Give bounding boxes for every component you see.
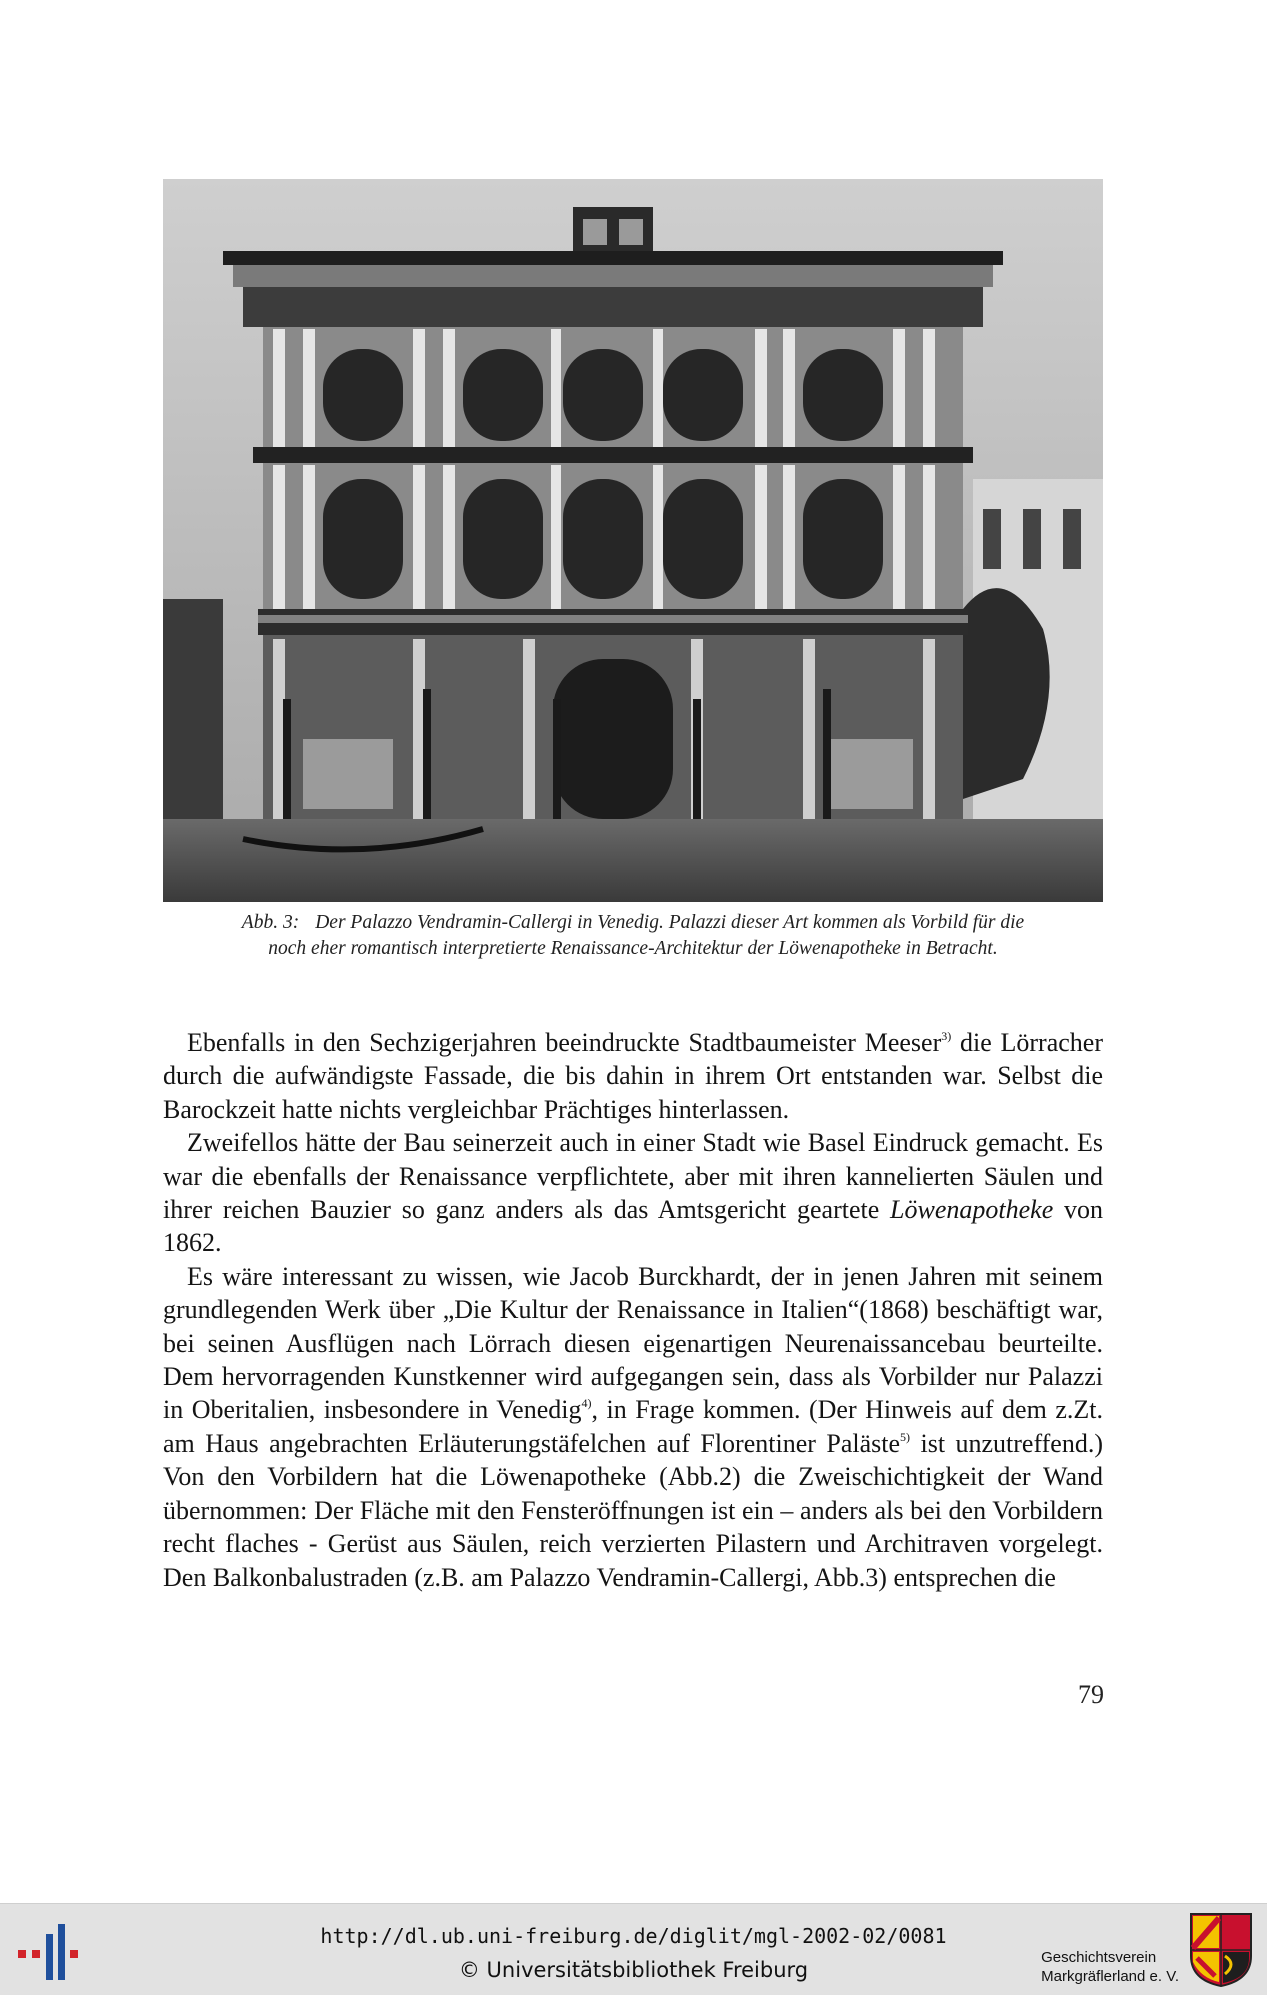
- footnote-ref-3: 3): [941, 1029, 952, 1043]
- palazzo-photo: [163, 179, 1103, 902]
- footnote-ref-4: 4): [581, 1396, 592, 1411]
- paragraph-1: Ebenfalls in den Sechzigerjahren beeindruckte Stadtbaumeister Meeser$^{3)}$ die Lörracher durch die aufwändigste Fassade, die bis dahin in ihrem Ort entstanden war. Selbst die Barockzeit hatte nichts vergleichbar Prächtiges hinterlassen.: [163, 1028, 1103, 1124]
- emphasis-loewenapotheke: Löwenapotheke: [890, 1195, 1054, 1225]
- figure-caption: [163, 910, 1103, 962]
- paragraph-3: Es wäre interessant zu wissen, wie Jacob Burckhardt, der in jenen Jahren mit seinem grundlegenden Werk über „Die Kultur der Renaissance in Italien“(1868) beschäftigt war, bei seinen Ausflügen nach Lörrach diesen eigenartigen Neurenaissancebau beurteilte. Dem hervorragenden Kunstkenner wird aufgegangen sein, dass als Vorbilder nur Palazzi in Oberitalien, insbesondere in Venedig$^{4)}$, in Frage kommen. (Der Hinweis auf dem z.Zt. am Haus angebrachten Erläuterungstäfelchen auf Florentiner Paläste$^{5)}$ ist unzutreffend.) Von den Vorbildern hat die Löwenapotheke (Abb.2) die Zweischichtigkeit der Wand übernommen: Der Fläche mit den Fensteröffnungen ist ein – anders als bei den Vorbildern recht flaches - Gerüst aus Säulen, reich verzierten Pilastern und Architraven vorgelegt. Den Balkonbalustraden (z.B. am Palazzo Vendramin-Callergi, Abb.3) entsprechen die: [163, 1261, 1104, 1592]
- caption-line-2: noch eher romantisch interpretierte Renaissance-Architektur der Löwenapotheke in Betracht.: [268, 938, 998, 959]
- document-url-link[interactable]: http://dl.ub.uni-freiburg.de/diglit/mgl-2002-02/0081: [320, 1924, 947, 1948]
- paragraph-2: Zweifellos hätte der Bau seinerzeit auch in einer Stadt wie Basel Eindruck gemacht. Es war die ebenfalls der Renaissance verpflichtete, aber mit ihren kannelierten Säulen und ihrer reichen Bauzier so ganz anders als das Amtsgericht geartete Löwenapotheke von 1862.: [163, 1128, 1103, 1258]
- palazzo-illustration: [163, 179, 1103, 902]
- caption-line-1: Abb. 3: Der Palazzo Vendramin-Callergi in Venedig. Palazzi dieser Art kommen als Vorbild für die: [241, 912, 1025, 933]
- page-number: 79: [1078, 1680, 1104, 1709]
- copyright-notice: © Universitätsbibliothek Freiburg: [458, 1958, 809, 1982]
- footer-bar: [0, 1903, 1267, 1995]
- society-name: Geschichtsverein Markgräflerland e. V.: [1041, 1949, 1179, 1985]
- figure-label: Abb. 3:: [241, 912, 300, 933]
- body-text: [163, 1026, 1103, 1594]
- footnote-ref-5: 5): [900, 1429, 911, 1444]
- coat-of-arms-icon: [1189, 1912, 1253, 1988]
